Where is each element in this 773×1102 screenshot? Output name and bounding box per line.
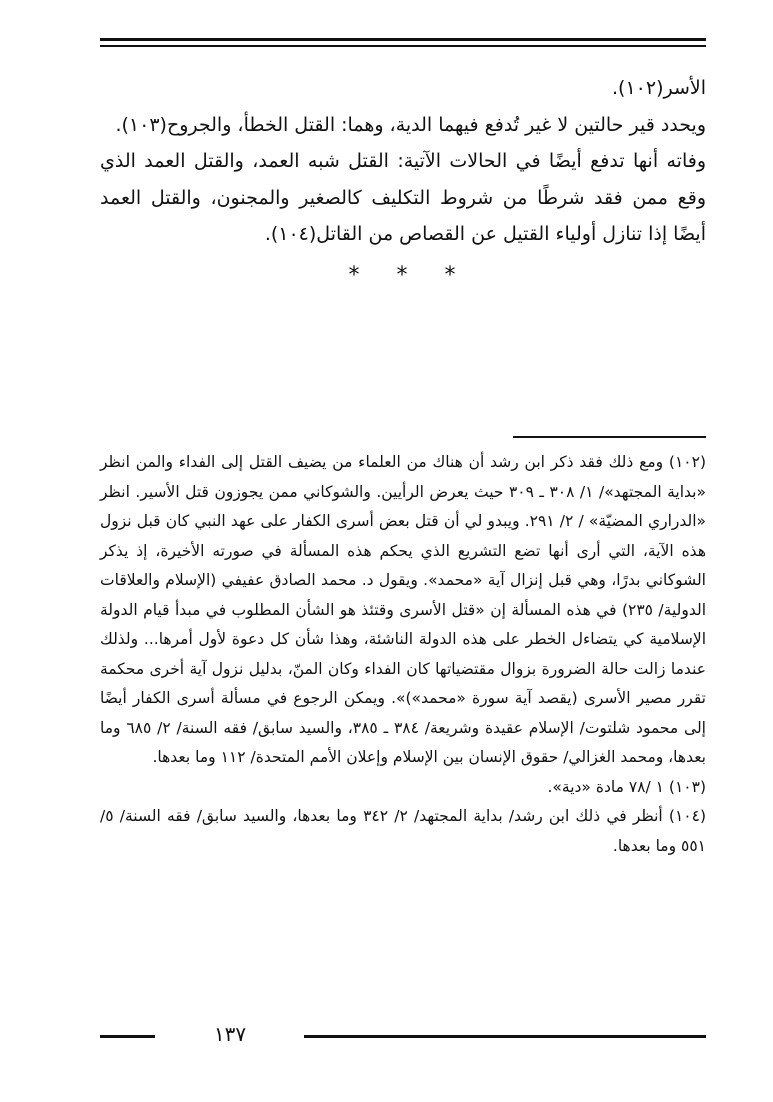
page-number: ١٣٧ [213, 1022, 247, 1046]
footnote-102: (١٠٢) ومع ذلك فقد ذكر ابن رشد أن هناك من العلماء من يضيف القتل إلى الفداء والمن انظر «بداية المجتهد»/ ١/ ٣٠٨ ـ ٣٠٩ حيث يعرض الرأيين. والشوكاني ممن يجوزون قتل الأسير. انظر «الدراري المضيّة» / ٢/ ٢٩١. ويبدو لي أن قتل بعض أسرى الكفار على عهد النبي كان قبل نزول هذه الآية، التي أرى أنها تضع التشريع الذي يحكم هذه المسألة في صورته الأخيرة، إذ يذكر الشوكاني بدرًا، وهي قبل إنزال آية «محمد». ويقول د. محمد الصادق عفيفي (الإسلام والعلاقات الدولية/ ٢٣٥) في هذه المسألة إن «قتل الأسرى وقتئذ هو الشأن المطلوب في مبدأ قيام الدولة الإسلامية كي يتضاءل الخطر على هذه الدولة الناشئة، وهذا شأن كل دعوة لأول أمرها... ولذلك عندما زالت حالة الضرورة بزوال مقتضياتها كان الفداء وكان المنّ، بدليل نزول آية أخرى محكمة تقرر مصير الأسرى (يقصد آية سورة «محمد»)». ويمكن الرجوع في مسألة أسرى الكفار أيضًا إلى محمود شلتوت/ الإسلام عقيدة وشريعة/ ٣٨٤ ـ ٣٨٥، والسيد سابق/ فقه السنة/ ٢/ ٦٨٥ وما بعدها، ومحمد الغزالي/ حقوق الإنسان بين الإسلام وإعلان الأمم المتحدة/ ١١٢ وما بعدها. [100, 453, 707, 766]
footnote-104: (١٠٤) أنظر في ذلك ابن رشد/ بداية المجتهد/ ٢/ ٣٤٢ وما بعدها، والسيد سابق/ فقه السنة/ ٥/ ٥٥١ وما بعدها. [100, 807, 706, 855]
paragraph-3: وفاته أنها تدفع أيضًا في الحالات الآتية: القتل شبه العمد، والقتل العمد الذي وقع ممن فقد شرطًا من شروط التكليف كالصغير والمجنون، والقتل العمد أيضًا إذا تنازل أولياء القتيل عن القصاص من القاتل(١٠٤). [100, 150, 706, 245]
footer-rule-left [100, 1035, 155, 1038]
main-text [100, 70, 706, 288]
footnotes [100, 448, 706, 861]
page-footer [100, 1024, 706, 1046]
paragraph-1: الأسر(١٠٢). [611, 77, 706, 99]
footnote-103: (١٠٣) ١ /٧٨ مادة «دية». [547, 777, 706, 796]
footer-rule-right [304, 1035, 706, 1038]
footnote-rule [513, 436, 706, 438]
paragraph-2: ويحدد قير حالتين لا غير تُدفع فيهما الدية، وهما: القتل الخطأ، والجروح(١٠٣). [115, 113, 706, 136]
header-rule-thin [100, 45, 706, 47]
section-separator: * * * [348, 262, 458, 288]
header-rule-thick [100, 38, 706, 41]
